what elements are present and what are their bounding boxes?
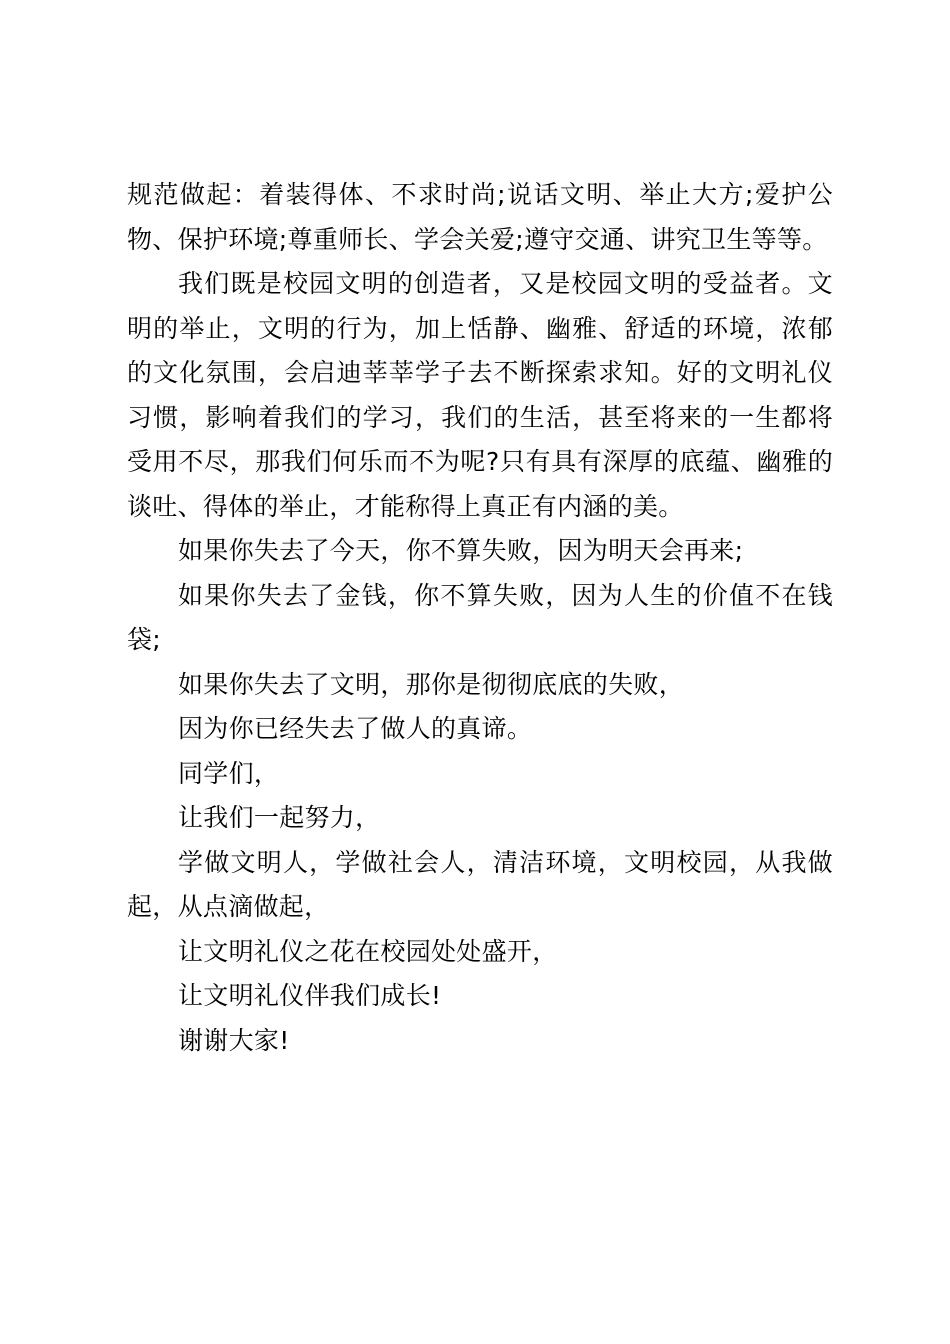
paragraph-5: 如果你失去了文明，那你是彻彻底底的失败， bbox=[178, 669, 685, 699]
paragraph-1: 规范做起：着装得体、不求时尚;说话文明、举止大方;爱护公物、保护环境;尊重师长、学会关爱;遵守交通、讲究卫生等等。 bbox=[127, 180, 833, 254]
paragraph-2: 我们既是校园文明的创造者，又是校园文明的受益者。文明的举止，文明的行为，加上恬静、幽雅、舒适的环境，浓郁的文化氛围，会启迪莘莘学子去不断探索求知。好的文明礼仪习惯，影响着我们的学习，我们的生活，甚至将来的一生都将受用不尽，那我们何乐而不为呢?只有具有深厚的底蕴、幽雅的谈吐、得体的举止，才能称得上真正有内涵的美。 bbox=[127, 269, 833, 521]
paragraph-3: 如果你失去了今天，你不算失败，因为明天会再来; bbox=[178, 536, 744, 565]
document-body bbox=[127, 173, 833, 1063]
paragraph-4: 如果你失去了金钱，你不算失败，因为人生的价值不在钱袋; bbox=[127, 580, 833, 654]
paragraph-6: 因为你已经失去了做人的真谛。 bbox=[178, 714, 533, 743]
paragraph-11: 让文明礼仪伴我们成长! bbox=[178, 981, 442, 1010]
paragraph-7: 同学们， bbox=[178, 758, 280, 788]
paragraph-8: 让我们一起努力， bbox=[178, 803, 381, 832]
paragraph-12: 谢谢大家! bbox=[178, 1025, 290, 1055]
paragraph-10: 让文明礼仪之花在校园处处盛开， bbox=[178, 936, 558, 966]
paragraph-9: 学做文明人，学做社会人，清洁环境，文明校园，从我做起，从点滴做起， bbox=[127, 847, 833, 921]
